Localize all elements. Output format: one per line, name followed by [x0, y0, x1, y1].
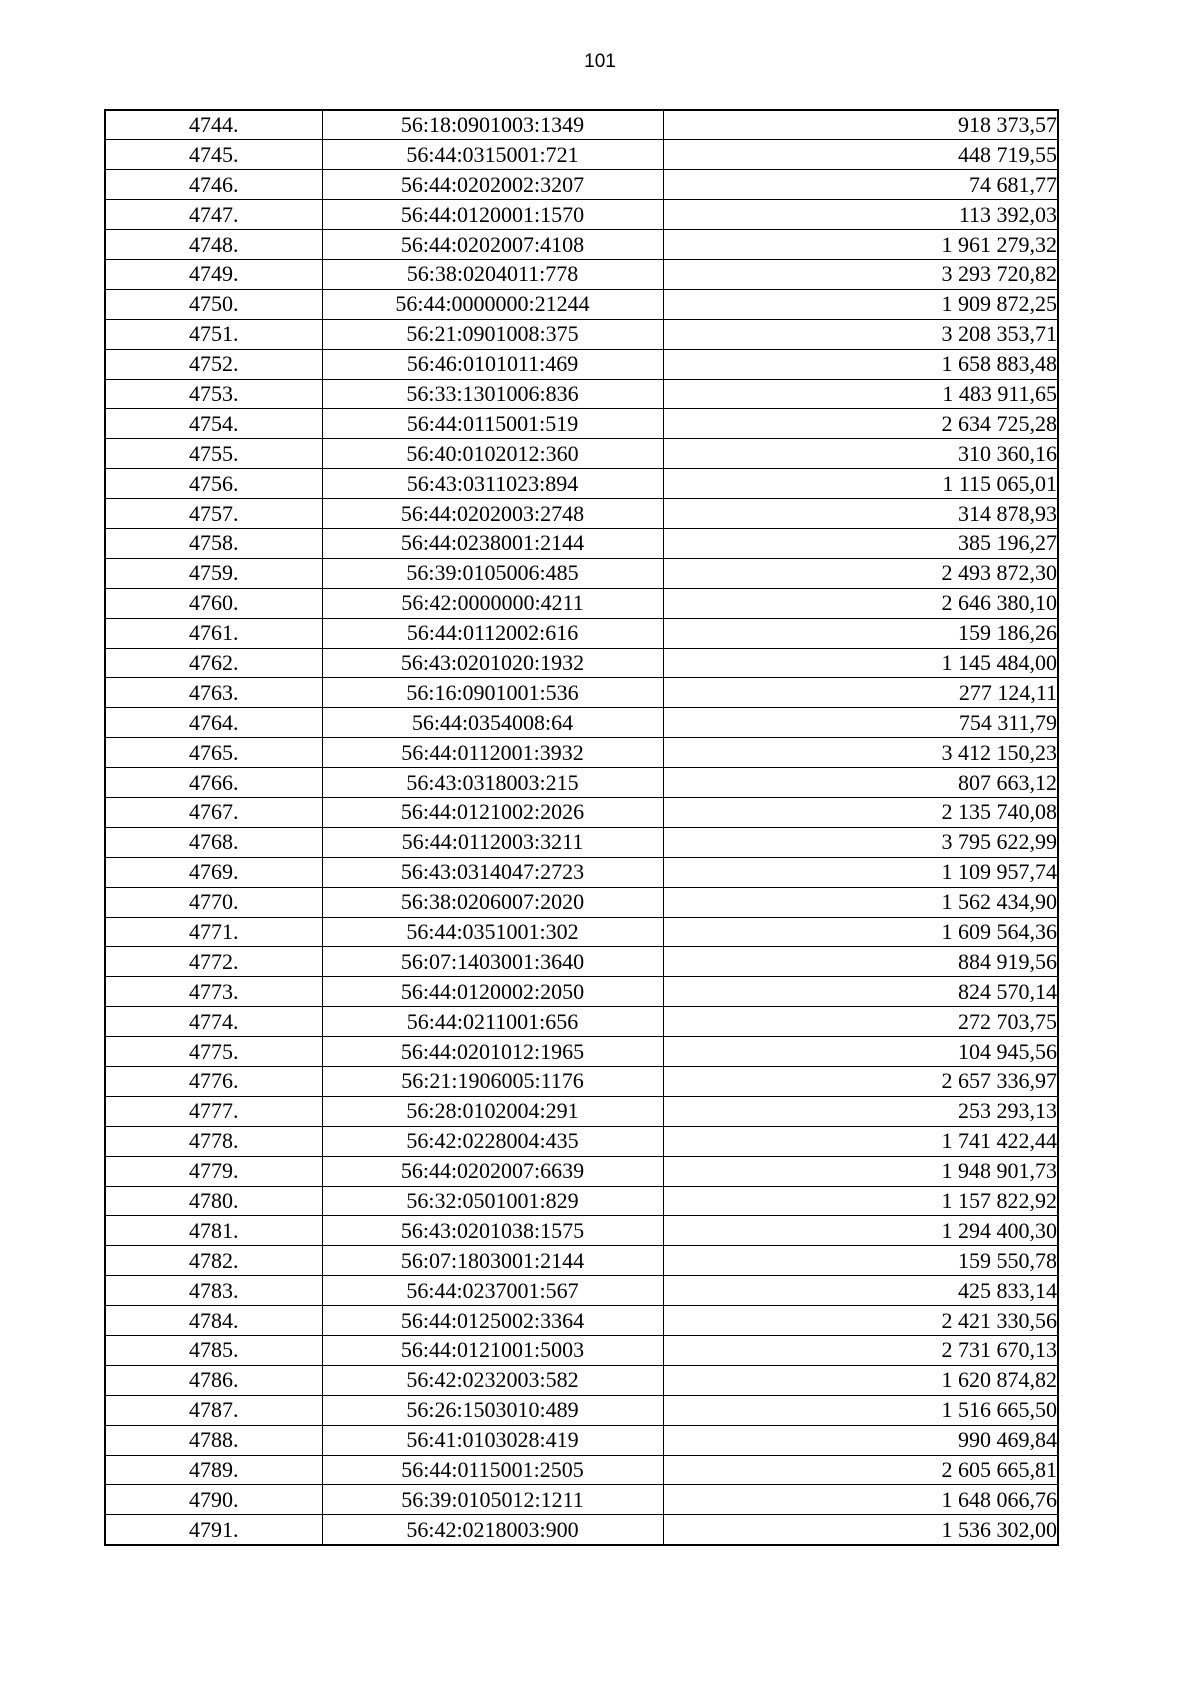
cadastral-value-cell: 1 145 484,00	[663, 648, 1058, 678]
cadastral-number-cell: 56:21:0901008:375	[322, 319, 663, 349]
table-row	[105, 977, 1058, 1007]
cadastral-value-cell: 990 469,84	[663, 1425, 1058, 1455]
cadastral-value-cell: 2 646 380,10	[663, 588, 1058, 618]
table-row	[105, 708, 1058, 738]
cadastral-number-cell: 56:44:0237001:567	[322, 1276, 663, 1306]
table-row	[105, 768, 1058, 798]
table-row	[105, 1395, 1058, 1425]
row-number-cell: 4776.	[105, 1067, 322, 1097]
table-row	[105, 1216, 1058, 1246]
page-number: 101	[584, 51, 616, 72]
row-number-cell: 4785.	[105, 1336, 322, 1366]
row-number-cell: 4786.	[105, 1365, 322, 1395]
row-number-cell: 4750.	[105, 289, 322, 319]
cadastral-number-cell: 56:44:0238001:2144	[322, 528, 663, 558]
cadastral-number-cell: 56:44:0202002:3207	[322, 170, 663, 200]
cadastral-number-cell: 56:44:0115001:2505	[322, 1455, 663, 1485]
row-number-cell: 4781.	[105, 1216, 322, 1246]
cadastral-number-cell: 56:43:0201038:1575	[322, 1216, 663, 1246]
table-row	[105, 170, 1058, 200]
table-row	[105, 1276, 1058, 1306]
table-row	[105, 738, 1058, 768]
row-number-cell: 4755.	[105, 439, 322, 469]
cadastral-value-cell: 1 648 066,76	[663, 1485, 1058, 1515]
table-row	[105, 1007, 1058, 1037]
cadastral-value-cell: 448 719,55	[663, 140, 1058, 170]
cadastral-value-cell: 104 945,56	[663, 1037, 1058, 1067]
cadastral-number-cell: 56:44:0315001:721	[322, 140, 663, 170]
table-row	[105, 439, 1058, 469]
cadastral-value-cell: 2 135 740,08	[663, 797, 1058, 827]
cadastral-value-cell: 2 421 330,56	[663, 1306, 1058, 1336]
table-row	[105, 1425, 1058, 1455]
table-row	[105, 827, 1058, 857]
row-number-cell: 4788.	[105, 1425, 322, 1455]
table-row	[105, 528, 1058, 558]
row-number-cell: 4756.	[105, 469, 322, 499]
row-number-cell: 4747.	[105, 200, 322, 230]
row-number-cell: 4751.	[105, 319, 322, 349]
table-row	[105, 200, 1058, 230]
row-number-cell: 4779.	[105, 1156, 322, 1186]
cadastral-number-cell: 56:38:0206007:2020	[322, 887, 663, 917]
table-row	[105, 409, 1058, 439]
cadastral-value-cell: 754 311,79	[663, 708, 1058, 738]
table-row	[105, 379, 1058, 409]
table-row	[105, 1365, 1058, 1395]
cadastral-number-cell: 56:44:0121002:2026	[322, 797, 663, 827]
table-row	[105, 319, 1058, 349]
cadastral-number-cell: 56:28:0102004:291	[322, 1096, 663, 1126]
table-row	[105, 857, 1058, 887]
table-row	[105, 648, 1058, 678]
table-row	[105, 1037, 1058, 1067]
cadastral-value-cell: 1 294 400,30	[663, 1216, 1058, 1246]
table-row	[105, 140, 1058, 170]
cadastral-value-cell: 1 536 302,00	[663, 1515, 1058, 1545]
cadastral-value-cell: 1 620 874,82	[663, 1365, 1058, 1395]
cadastral-number-cell: 56:42:0228004:435	[322, 1126, 663, 1156]
table-row	[105, 230, 1058, 260]
cadastral-number-cell: 56:42:0000000:4211	[322, 588, 663, 618]
cadastral-number-cell: 56:44:0202003:2748	[322, 499, 663, 529]
cadastral-number-cell: 56:43:0318003:215	[322, 768, 663, 798]
cadastral-number-cell: 56:44:0000000:21244	[322, 289, 663, 319]
cadastral-number-cell: 56:44:0120001:1570	[322, 200, 663, 230]
cadastral-number-cell: 56:16:0901001:536	[322, 678, 663, 708]
cadastral-number-cell: 56:43:0201020:1932	[322, 648, 663, 678]
cadastral-value-cell: 1 609 564,36	[663, 917, 1058, 947]
cadastral-value-cell: 253 293,13	[663, 1096, 1058, 1126]
row-number-cell: 4780.	[105, 1186, 322, 1216]
cadastral-value-table	[104, 109, 1059, 1546]
cadastral-number-cell: 56:42:0232003:582	[322, 1365, 663, 1395]
row-number-cell: 4783.	[105, 1276, 322, 1306]
cadastral-number-cell: 56:44:0202007:6639	[322, 1156, 663, 1186]
row-number-cell: 4761.	[105, 618, 322, 648]
cadastral-value-cell: 2 634 725,28	[663, 409, 1058, 439]
cadastral-value-cell: 807 663,12	[663, 768, 1058, 798]
cadastral-value-cell: 314 878,93	[663, 499, 1058, 529]
cadastral-value-cell: 1 658 883,48	[663, 349, 1058, 379]
row-number-cell: 4760.	[105, 588, 322, 618]
cadastral-value-cell: 2 493 872,30	[663, 558, 1058, 588]
cadastral-number-cell: 56:44:0121001:5003	[322, 1336, 663, 1366]
table-row	[105, 588, 1058, 618]
cadastral-number-cell: 56:44:0120002:2050	[322, 977, 663, 1007]
cadastral-number-cell: 56:44:0115001:519	[322, 409, 663, 439]
table-row	[105, 618, 1058, 648]
table-row	[105, 1246, 1058, 1276]
cadastral-value-cell: 3 293 720,82	[663, 259, 1058, 289]
row-number-cell: 4768.	[105, 827, 322, 857]
row-number-cell: 4765.	[105, 738, 322, 768]
cadastral-number-cell: 56:32:0501001:829	[322, 1186, 663, 1216]
table-row	[105, 110, 1058, 140]
cadastral-number-cell: 56:43:0314047:2723	[322, 857, 663, 887]
cadastral-value-cell: 824 570,14	[663, 977, 1058, 1007]
cadastral-number-cell: 56:44:0351001:302	[322, 917, 663, 947]
cadastral-number-cell: 56:43:0311023:894	[322, 469, 663, 499]
cadastral-number-cell: 56:18:0901003:1349	[322, 110, 663, 140]
row-number-cell: 4782.	[105, 1246, 322, 1276]
row-number-cell: 4757.	[105, 499, 322, 529]
row-number-cell: 4784.	[105, 1306, 322, 1336]
row-number-cell: 4744.	[105, 110, 322, 140]
table-row	[105, 1096, 1058, 1126]
cadastral-number-cell: 56:44:0125002:3364	[322, 1306, 663, 1336]
cadastral-value-cell: 1 909 872,25	[663, 289, 1058, 319]
cadastral-number-cell: 56:07:1803001:2144	[322, 1246, 663, 1276]
cadastral-value-cell: 884 919,56	[663, 947, 1058, 977]
row-number-cell: 4764.	[105, 708, 322, 738]
row-number-cell: 4754.	[105, 409, 322, 439]
cadastral-number-cell: 56:46:0101011:469	[322, 349, 663, 379]
row-number-cell: 4753.	[105, 379, 322, 409]
table-row	[105, 1485, 1058, 1515]
table-row	[105, 469, 1058, 499]
cadastral-value-cell: 918 373,57	[663, 110, 1058, 140]
cadastral-value-cell: 74 681,77	[663, 170, 1058, 200]
table-row	[105, 499, 1058, 529]
table-row	[105, 678, 1058, 708]
row-number-cell: 4752.	[105, 349, 322, 379]
cadastral-value-cell: 2 657 336,97	[663, 1067, 1058, 1097]
row-number-cell: 4772.	[105, 947, 322, 977]
row-number-cell: 4758.	[105, 528, 322, 558]
cadastral-value-cell: 1 948 901,73	[663, 1156, 1058, 1186]
row-number-cell: 4746.	[105, 170, 322, 200]
cadastral-value-cell: 3 795 622,99	[663, 827, 1058, 857]
cadastral-value-cell: 1 115 065,01	[663, 469, 1058, 499]
row-number-cell: 4771.	[105, 917, 322, 947]
cadastral-number-cell: 56:44:0112001:3932	[322, 738, 663, 768]
row-number-cell: 4775.	[105, 1037, 322, 1067]
table-row	[105, 289, 1058, 319]
cadastral-value-cell: 272 703,75	[663, 1007, 1058, 1037]
row-number-cell: 4773.	[105, 977, 322, 1007]
cadastral-number-cell: 56:44:0112002:616	[322, 618, 663, 648]
cadastral-value-cell: 1 516 665,50	[663, 1395, 1058, 1425]
row-number-cell: 4777.	[105, 1096, 322, 1126]
cadastral-number-cell: 56:21:1906005:1176	[322, 1067, 663, 1097]
cadastral-value-cell: 159 186,26	[663, 618, 1058, 648]
row-number-cell: 4769.	[105, 857, 322, 887]
cadastral-number-cell: 56:44:0354008:64	[322, 708, 663, 738]
cadastral-value-cell: 277 124,11	[663, 678, 1058, 708]
row-number-cell: 4767.	[105, 797, 322, 827]
cadastral-value-cell: 113 392,03	[663, 200, 1058, 230]
table-body	[105, 110, 1058, 1545]
table-row	[105, 1455, 1058, 1485]
row-number-cell: 4778.	[105, 1126, 322, 1156]
table-row	[105, 1515, 1058, 1545]
cadastral-value-cell: 310 360,16	[663, 439, 1058, 469]
cadastral-value-cell: 3 412 150,23	[663, 738, 1058, 768]
row-number-cell: 4745.	[105, 140, 322, 170]
cadastral-value-cell: 1 109 957,74	[663, 857, 1058, 887]
row-number-cell: 4789.	[105, 1455, 322, 1485]
table-row	[105, 917, 1058, 947]
row-number-cell: 4759.	[105, 558, 322, 588]
cadastral-number-cell: 56:44:0211001:656	[322, 1007, 663, 1037]
cadastral-value-cell: 425 833,14	[663, 1276, 1058, 1306]
cadastral-value-cell: 1 483 911,65	[663, 379, 1058, 409]
cadastral-number-cell: 56:39:0105012:1211	[322, 1485, 663, 1515]
table-row	[105, 259, 1058, 289]
cadastral-value-cell: 1 562 434,90	[663, 887, 1058, 917]
cadastral-value-cell: 1 741 422,44	[663, 1126, 1058, 1156]
row-number-cell: 4748.	[105, 230, 322, 260]
row-number-cell: 4763.	[105, 678, 322, 708]
cadastral-number-cell: 56:07:1403001:3640	[322, 947, 663, 977]
cadastral-number-cell: 56:39:0105006:485	[322, 558, 663, 588]
table-row	[105, 1336, 1058, 1366]
table-row	[105, 1186, 1058, 1216]
table-row	[105, 1306, 1058, 1336]
table-row	[105, 1126, 1058, 1156]
row-number-cell: 4787.	[105, 1395, 322, 1425]
cadastral-value-cell: 159 550,78	[663, 1246, 1058, 1276]
table-row	[105, 1067, 1058, 1097]
table-row	[105, 887, 1058, 917]
cadastral-number-cell: 56:40:0102012:360	[322, 439, 663, 469]
row-number-cell: 4790.	[105, 1485, 322, 1515]
table-row	[105, 349, 1058, 379]
cadastral-number-cell: 56:38:0204011:778	[322, 259, 663, 289]
table-row	[105, 947, 1058, 977]
row-number-cell: 4749.	[105, 259, 322, 289]
row-number-cell: 4770.	[105, 887, 322, 917]
table-row	[105, 1156, 1058, 1186]
cadastral-value-cell: 2 605 665,81	[663, 1455, 1058, 1485]
cadastral-number-cell: 56:44:0112003:3211	[322, 827, 663, 857]
cadastral-number-cell: 56:26:1503010:489	[322, 1395, 663, 1425]
row-number-cell: 4774.	[105, 1007, 322, 1037]
cadastral-number-cell: 56:33:1301006:836	[322, 379, 663, 409]
cadastral-number-cell: 56:42:0218003:900	[322, 1515, 663, 1545]
row-number-cell: 4762.	[105, 648, 322, 678]
cadastral-number-cell: 56:44:0201012:1965	[322, 1037, 663, 1067]
cadastral-value-cell: 1 157 822,92	[663, 1186, 1058, 1216]
row-number-cell: 4791.	[105, 1515, 322, 1545]
cadastral-number-cell: 56:44:0202007:4108	[322, 230, 663, 260]
row-number-cell: 4766.	[105, 768, 322, 798]
cadastral-value-cell: 3 208 353,71	[663, 319, 1058, 349]
table-row	[105, 797, 1058, 827]
cadastral-value-cell: 1 961 279,32	[663, 230, 1058, 260]
cadastral-value-cell: 385 196,27	[663, 528, 1058, 558]
cadastral-number-cell: 56:41:0103028:419	[322, 1425, 663, 1455]
cadastral-value-cell: 2 731 670,13	[663, 1336, 1058, 1366]
table-row	[105, 558, 1058, 588]
